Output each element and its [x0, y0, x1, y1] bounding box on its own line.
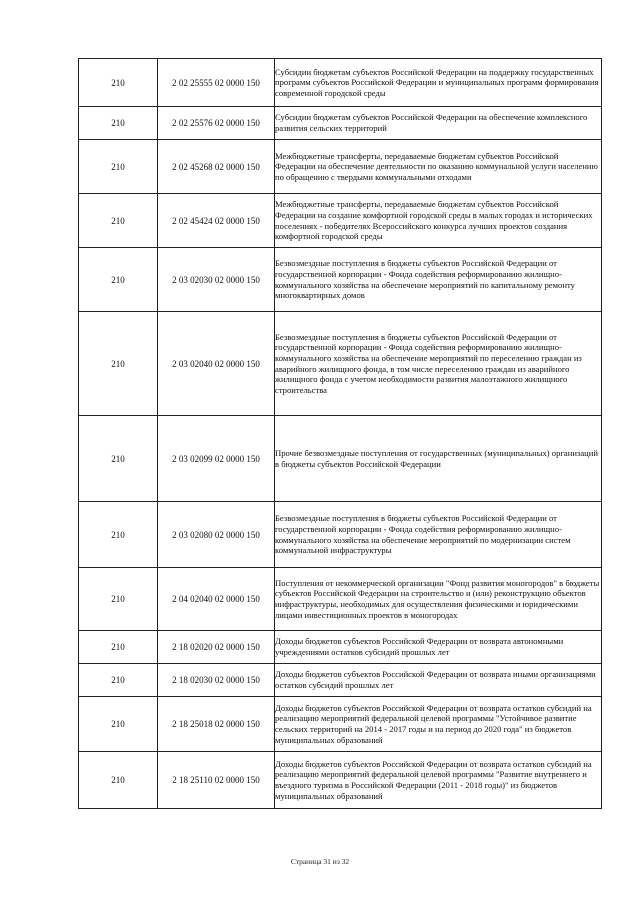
table-row	[79, 140, 602, 194]
revenue-name-cell: Прочие безвозмездные поступления от государственных (муниципальных) организаций в бюджеты субъектов Российской Федерации	[275, 416, 602, 502]
admin-code-cell: 210	[79, 248, 158, 312]
revenue-name-cell: Безвозмездные поступления в бюджеты субъектов Российской Федерации от государственной корпорации - Фонда содействия реформированию жилищно-коммунального хозяйства на обеспечение мероприятий по капитальному ремонту многоквартирных домов	[275, 248, 602, 312]
revenue-code-cell: 2 03 02030 02 0000 150	[158, 248, 275, 312]
admin-code-cell: 210	[79, 59, 158, 107]
revenue-name-cell: Безвозмездные поступления в бюджеты субъектов Российской Федерации от государственной корпорации - Фонда содействия реформированию жилищно-коммунального хозяйства на обеспечение мероприятий по модернизации систем коммунальной инфраструктуры	[275, 502, 602, 568]
admin-code-cell: 210	[79, 416, 158, 502]
admin-code-cell: 210	[79, 312, 158, 416]
admin-code-cell: 210	[79, 697, 158, 752]
revenue-name-cell: Доходы бюджетов субъектов Российской Федерации от возврата автономными учреждениями остатков субсидий прошлых лет	[275, 631, 602, 664]
admin-code-cell: 210	[79, 140, 158, 194]
revenue-code-cell: 2 18 25018 02 0000 150	[158, 697, 275, 752]
revenue-name-cell: Субсидии бюджетам субъектов Российской Федерации на поддержку государственных программ субъектов Российской Федерации и муниципальных программ формирования современной городской среды	[275, 59, 602, 107]
admin-code-cell: 210	[79, 194, 158, 248]
table-row	[79, 568, 602, 631]
table-row	[79, 631, 602, 664]
revenue-code-cell: 2 04 02040 02 0000 150	[158, 568, 275, 631]
admin-code-cell: 210	[79, 664, 158, 697]
table-row	[79, 502, 602, 568]
revenue-code-cell: 2 18 02030 02 0000 150	[158, 664, 275, 697]
revenue-name-cell: Безвозмездные поступления в бюджеты субъектов Российской Федерации от государственной корпорации - Фонда содействия реформированию жилищно-коммунального хозяйства на обеспечение мероприятий по переселению граждан из аварийного жилищного фонда, в том числе переселению граждан из аварийного жилищного фонда с учетом необходимости развития малоэтажного жилищного строительства	[275, 312, 602, 416]
table-row	[79, 752, 602, 809]
revenue-code-cell: 2 03 02040 02 0000 150	[158, 312, 275, 416]
admin-code-cell: 210	[79, 568, 158, 631]
admin-code-cell: 210	[79, 752, 158, 809]
revenue-code-cell: 2 02 25576 02 0000 150	[158, 107, 275, 140]
table-row	[79, 312, 602, 416]
revenue-code-cell: 2 02 25555 02 0000 150	[158, 59, 275, 107]
page-number: Страница 31 из 32	[290, 857, 350, 866]
revenue-code-cell: 2 03 02080 02 0000 150	[158, 502, 275, 568]
revenue-name-cell: Межбюджетные трансферты, передаваемые бюджетам субъектов Российской Федерации на обеспечение деятельности по оказанию коммунальной услуги населению по обращению с твердыми коммунальными отходами	[275, 140, 602, 194]
revenue-name-cell: Субсидии бюджетам субъектов Российской Федерации на обеспечение комплексного развития сельских территорий	[275, 107, 602, 140]
table-row	[79, 194, 602, 248]
revenue-name-cell: Доходы бюджетов субъектов Российской Федерации от возврата иными организациями остатков субсидий прошлых лет	[275, 664, 602, 697]
revenue-code-cell: 2 18 02020 02 0000 150	[158, 631, 275, 664]
budget-classification-table	[78, 58, 602, 809]
revenue-name-cell: Поступления от некоммерческой организации "Фонд развития моногородов" в бюджеты субъектов Российской Федерации на строительство и (или) реконструкцию объектов инфраструктуры, необходимых для осуществления физическими и юридическими лицами инвестиционных проектов в моногородах	[275, 568, 602, 631]
table-row	[79, 697, 602, 752]
table-row	[79, 416, 602, 502]
revenue-code-cell: 2 18 25110 02 0000 150	[158, 752, 275, 809]
admin-code-cell: 210	[79, 107, 158, 140]
revenue-name-cell: Доходы бюджетов субъектов Российской Федерации от возврата остатков субсидий на реализацию мероприятий федеральной целевой программы "Устойчивое развитие сельских территорий на 2014 - 2017 годы и на период до 2020 года" из бюджетов муниципальных образований	[275, 697, 602, 752]
table-row	[79, 248, 602, 312]
table-row	[79, 664, 602, 697]
table-body	[79, 59, 602, 809]
revenue-name-cell: Межбюджетные трансферты, передаваемые бюджетам субъектов Российской Федерации на создание комфортной городской среды в малых городах и исторических поселениях - победителях Всероссийского конкурса лучших проектов создания комфортной городской среды	[275, 194, 602, 248]
revenue-name-cell: Доходы бюджетов субъектов Российской Федерации от возврата остатков субсидий на реализацию мероприятий федеральной целевой программы "Развитие внутреннего и въездного туризма в Российской Федерации (2011 - 2018 годы)" из бюджетов муниципальных образований	[275, 752, 602, 809]
admin-code-cell: 210	[79, 502, 158, 568]
revenue-code-cell: 2 02 45424 02 0000 150	[158, 194, 275, 248]
table-row	[79, 107, 602, 140]
admin-code-cell: 210	[79, 631, 158, 664]
table-row	[79, 59, 602, 107]
revenue-code-cell: 2 03 02099 02 0000 150	[158, 416, 275, 502]
revenue-code-cell: 2 02 45268 02 0000 150	[158, 140, 275, 194]
